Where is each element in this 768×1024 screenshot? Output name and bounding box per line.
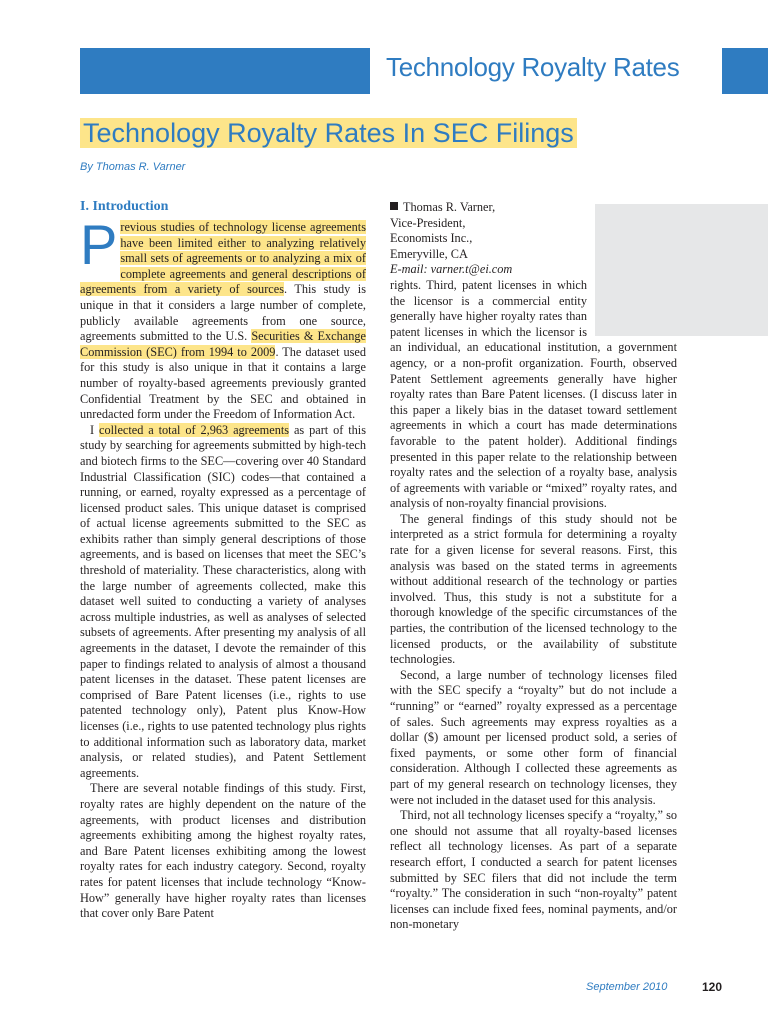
- paragraph: There are several notable findings of this study. First, royalty rates are highly dependent on the nature of the agreements, with product licenses and distribution agreements exhibiting among the highest royalty rates, and Bare Patent licenses exhibiting among the lowest royalty rates for each industry category. Second, royalty rates for patent licenses that include technology “Know-How” generally have higher royalty rates than licenses that cover only Bare Patent: [80, 781, 366, 921]
- paragraph: Second, a large number of technology licenses filed with the SEC specify a “royalty” but do not include a “running” or “earned” royalty expressed as a percentage of sales. Such agreements may express royalties as a dollar ($) amount per licensed product sold, a series of fixed payments, or some other form of financial consideration. Although I collected these agreements as part of my general research on technology licenses, they were not included in the dataset used for this analysis.: [390, 667, 677, 807]
- highlighted-text: Securities & Exchange Commission (SEC) from 1994 to 2009: [80, 329, 366, 359]
- footer-date: September 2010: [586, 981, 668, 993]
- paragraph: Previous studies of technology license agreements have been limited either to analyzing relatively small sets of agreements or to analyzing a mix of complete agreements and general descriptions of agreements from a variety of sources. This study is unique in that it considers a large number of complete, publicly available agreements from one source, agreements submitted to the U.S. Securities & Exchange Commission (SEC) from 1994 to 2009. The dataset used for this study is also unique in that it contains a large number of royalty-based agreements previously granted Confidential Treatment by the SEC and obtained in unredacted form under the Freedom of Information Act.: [80, 213, 367, 422]
- author-title: Vice-President,: [390, 215, 466, 230]
- section-heading: I. Introduction: [80, 199, 169, 214]
- page-number: 120: [702, 980, 723, 994]
- article-title-text: Technology Royalty Rates In SEC Filings: [80, 118, 577, 148]
- paragraph: I collected a total of 2,963 agreements as part of this study by searching for agreements submitted by high-tech and biotech firms to the SEC—covering over 40 Standard Industrial Classification (SIC) codes—that contained a running, or earned, royalty expressed as a percentage of licensed product sales. This unique dataset is comprised of actual license agreements submitted to the SEC as exhibits rather than simply general descriptions of those agreements, and is based on licenses that meet the SEC’s threshold of materiality. These characteristics, along with the large number of agreements collected, make this dataset well suited to conducting a variety of analyses across multiple industries, as well as analyses of selected subsets of agreements. After presenting my analysis of all agreements in the dataset, I devote the remainder of this paper to findings related to analysis of almost a thousand patent licenses in the dataset. These patent licenses are comprised of Bare Patent licenses (i.e., rights to use patented technology only), Patent plus Know-How licenses (i.e., rights to use patented technology plus rights to additional information such as laboratory data, market analysis, or related studies), and Patent Settlement agreements.: [80, 422, 367, 780]
- header-banner-right: [722, 48, 768, 94]
- drop-cap: P: [80, 213, 118, 276]
- square-bullet-icon: [390, 202, 398, 210]
- paragraph: The general findings of this study should not be interpreted as a strict formula for determining a royalty rate for a given license for several reasons. First, this analysis was based on the stated terms in agreements without additional research of the technology or parties involved. Thus, this study is not a substitute for a thorough knowledge of the specific circumstances of the parties, the contribution of the licensed technology to the licensed products, or the availability of substitute technologies.: [390, 511, 677, 667]
- paragraph: Third, not all technology licenses specify a “royalty,” so one should not assume that all royalty-based licenses reflect all technology licenses. As part of a separate research effort, I conducted a search for patent licenses submitted by SEC filers that did not include the term “royalty.” The consideration in such “non-royalty” patent licenses can include fixed fees, nominal payments, and/or non-monetary: [390, 808, 677, 932]
- header-banner-left: [80, 48, 370, 94]
- highlighted-text: collected a total of 2,963 agreements: [99, 422, 290, 437]
- byline: By Thomas R. Varner: [80, 161, 186, 173]
- author-company: Economists Inc.,: [390, 231, 473, 246]
- article-title: [80, 118, 577, 149]
- right-column: Thomas R. Varner, Vice-President, Economists Inc., Emeryville, CA E-mail: varner.t@ei.com rights. Third, patent licenses in which the licensor is a commercial entity generally have higher royalty rates than patent licenses in which the licensor is an individual, an educational institution, a government agency, or a non-profit organization. Fourth, observed Patent Settlement agreements generally have higher royalty rates than Bare Patent licenses. (I discuss later in this paper a likely bias in the dataset toward settlement agreements in which a court has made determinations favorable to the patent holder). Additional findings presented in this paper relate to the relationship between royalty rates and the selection of a royalty base, analysis of agreements with variable or “mixed” royalty rates, and analysis of non-royalty financial provisions. The general findings of this study should not be interpreted as a strict formula for determining a royalty rate for a given license for several reasons. First, this analysis was based on the stated terms in agreements without additional research of the technology or parties involved. Thus, this study is not a substitute for a thorough knowledge of the specific circumstances of the parties, the contribution of the licensed technology to the licensed products, or the availability of substitute technologies. Second, a large number of technology licenses filed with the SEC specify a “royalty” but do not include a “running” or “earned” royalty expressed as a percentage of sales. Such agreements may express royalties as a dollar ($) amount per licensed product sold, a series of fixed payments, or some other form of financial consideration. Although I collected these agreements as part of my general research on technology licenses, they were not included in the dataset used for this analysis. Third, not all technology licenses specify a “royalty,” so one should not assume that all royalty-based licenses reflect all technology licenses. As part of a separate research effort, I conducted a search for patent licenses submitted by SEC filers that did not include the term “royalty.” The consideration in such “non-royalty” patent licenses can include fixed fees, nominal payments, and/or non-monetary: [390, 200, 677, 933]
- author-location: Emeryville, CA: [390, 246, 468, 261]
- left-column: [80, 213, 367, 922]
- banner-title: Technology Royalty Rates: [386, 52, 680, 82]
- highlighted-text: revious studies of technology license agreements have been limited either to analyzing relatively small sets of agreements or to analyzing a mix of complete agreements and general descriptions of agreements from a variety of sources: [80, 220, 366, 297]
- author-sidebar: [595, 204, 768, 336]
- author-email: E-mail: varner.t@ei.com: [390, 262, 513, 277]
- author-name: Thomas R. Varner,: [403, 200, 496, 214]
